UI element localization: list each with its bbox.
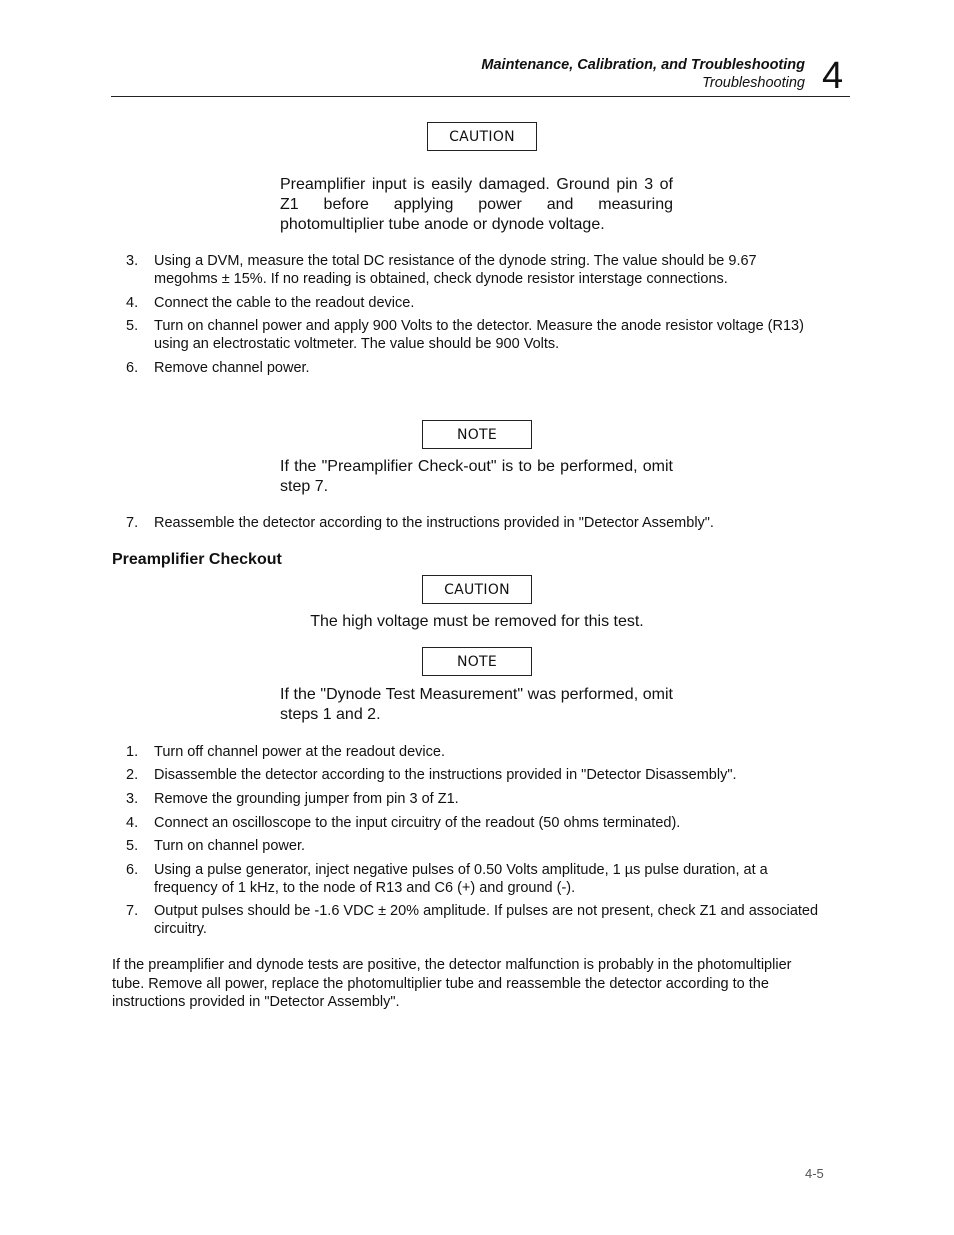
step-text: Connect an oscilloscope to the input circuitry of the readout (50 ohms terminated). — [154, 815, 681, 831]
caution-message: The high voltage must be removed for this test. — [310, 613, 644, 630]
caution-message: Preamplifier input is easily damaged. Ground pin 3 of Z1 before applying power and measuring photomultiplier tube anode or dynode voltage. — [280, 176, 673, 233]
step-text: Turn on channel power. — [154, 838, 306, 854]
step-number: 3. — [126, 253, 139, 269]
step-text: Turn on channel power and apply 900 Volts to the detector. Measure the anode resistor voltage (R13) using an electrostatic voltmeter. The value should be 900 Volts. — [154, 318, 804, 352]
note-message: If the "Preamplifier Check-out" is to be performed, omit step 7. — [280, 458, 673, 495]
step-number: 4. — [126, 815, 139, 831]
step-text: Connect the cable to the readout device. — [154, 295, 415, 311]
step-text: Reassemble the detector according to the instructions provided in "Detector Assembly". — [154, 515, 714, 531]
note-label-box: NOTE — [422, 647, 532, 676]
step-number: 5. — [126, 838, 139, 854]
step-number: 1. — [126, 744, 139, 760]
step-number: 4. — [126, 295, 139, 311]
note-message: If the "Dynode Test Measurement" was performed, omit steps 1 and 2. — [280, 686, 673, 723]
step-text: Output pulses should be -1.6 VDC ± 20% amplitude. If pulses are not present, check Z1 and associated circuitry. — [154, 903, 819, 937]
step-text: Disassemble the detector according to the instructions provided in "Detector Disassembly". — [154, 767, 737, 783]
step-number: 3. — [126, 791, 139, 807]
step-number: 2. — [126, 767, 139, 783]
header-rule — [111, 96, 850, 97]
step-text: Turn off channel power at the readout device. — [154, 744, 445, 760]
step-number: 6. — [126, 360, 139, 376]
step-number: 6. — [126, 862, 139, 878]
page-number: 4-5 — [805, 1166, 824, 1181]
step-number: 7. — [126, 903, 139, 919]
running-header-title: Maintenance, Calibration, and Troubleshooting — [481, 57, 805, 73]
step-number: 7. — [126, 515, 139, 531]
running-header-subtitle: Troubleshooting — [702, 75, 805, 91]
note-label-box: NOTE — [422, 420, 532, 449]
conclusion-paragraph: If the preamplifier and dynode tests are positive, the detector malfunction is probably in the photomultiplier tube. Remove all power, replace the photomultiplier tube and reassemble the detector according to the instructions provided in "Detector Assembly". — [112, 957, 792, 1010]
step-number: 5. — [126, 318, 139, 334]
caution-label-box: CAUTION — [427, 122, 537, 151]
caution-label-box: CAUTION — [422, 575, 532, 604]
step-text: Using a pulse generator, inject negative pulses of 0.50 Volts amplitude, 1 µs pulse duration, at a frequency of 1 kHz, to the node of R13 and C6 (+) and ground (-). — [154, 862, 768, 896]
chapter-number: 4 — [822, 55, 844, 97]
step-text: Using a DVM, measure the total DC resistance of the dynode string. The value should be 9.67 megohms ± 15%. If no reading is obtained, check dynode resistor interstage connections. — [154, 253, 757, 287]
section-heading: Preamplifier Checkout — [112, 551, 282, 568]
step-text: Remove the grounding jumper from pin 3 of Z1. — [154, 791, 459, 807]
step-text: Remove channel power. — [154, 360, 310, 376]
